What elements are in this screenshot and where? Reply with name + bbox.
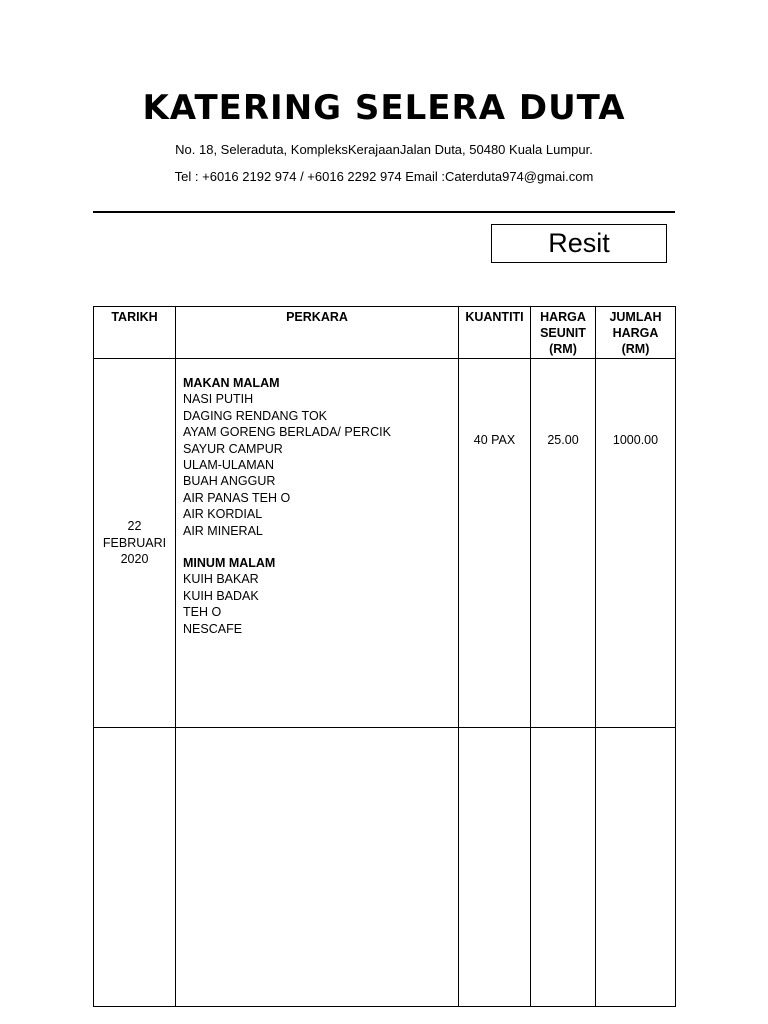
company-contact: Tel : +6016 2192 974 / +6016 2292 974 Email :Caterduta974@gmai.com — [174, 169, 594, 184]
list-item: NASI PUTIH — [183, 392, 254, 407]
section-spacer — [183, 539, 458, 555]
date-year: 2020 — [120, 552, 149, 567]
empty-cell — [176, 728, 459, 1007]
empty-cell — [531, 728, 596, 1007]
list-item: TEH O — [183, 605, 222, 620]
list-item: SAYUR CAMPUR — [183, 441, 283, 456]
header-harga-seunit-line: HARGA — [540, 310, 586, 324]
header-perkara: PERKARA — [176, 307, 459, 359]
list-item: ULAM-ULAMAN — [183, 458, 274, 473]
section-heading-makan-malam: MAKAN MALAM — [183, 376, 280, 390]
cell-kuantiti: 40 PAX — [459, 359, 531, 728]
header-harga-seunit — [531, 307, 596, 359]
list-item: AIR KORDIAL — [183, 507, 263, 522]
list-item: AIR MINERAL — [183, 523, 263, 538]
header-kuantiti: KUANTITI — [459, 307, 531, 359]
header-jumlah-harga-line: (RM) — [621, 342, 650, 356]
document-type-box: Resit — [491, 224, 667, 263]
header-jumlah-harga — [596, 307, 676, 359]
header-tarikh: TARIKH — [94, 307, 176, 359]
empty-cell — [596, 728, 676, 1007]
list-item: AIR PANAS TEH O — [183, 490, 291, 505]
company-address: No. 18, Seleraduta, KompleksKerajaanJalan Duta, 50480 Kuala Lumpur. — [175, 142, 593, 157]
header-divider — [93, 211, 675, 213]
header-harga-seunit-line: (RM) — [549, 342, 577, 356]
date-day: 22 — [127, 519, 142, 534]
receipt-table — [93, 306, 676, 1007]
header-harga-seunit-line: SEUNIT — [540, 326, 586, 340]
table-row-empty — [94, 728, 676, 1007]
cell-date — [94, 359, 176, 728]
cell-jumlah-harga: 1000.00 — [596, 359, 676, 728]
cell-harga-seunit: 25.00 — [531, 359, 596, 728]
list-item: DAGING RENDANG TOK — [183, 408, 328, 423]
header-jumlah-harga-line: HARGA — [612, 326, 659, 340]
list-item: NESCAFE — [183, 621, 243, 636]
list-item: KUIH BAKAR — [183, 572, 259, 587]
list-item: KUIH BADAK — [183, 588, 259, 603]
list-item: AYAM GORENG BERLADA/ PERCIK — [183, 425, 391, 440]
empty-cell — [94, 728, 176, 1007]
table-row — [94, 359, 676, 728]
section-heading-minum-malam: MINUM MALAM — [183, 556, 276, 571]
header-jumlah-harga-line: JUMLAH — [609, 310, 662, 324]
empty-cell — [459, 728, 531, 1007]
table-header-row — [94, 307, 676, 359]
date-month: FEBRUARI — [102, 535, 167, 550]
list-item: BUAH ANGGUR — [183, 474, 276, 489]
cell-perkara — [176, 359, 459, 728]
company-name: KATERING SELERA DUTA — [142, 88, 626, 128]
